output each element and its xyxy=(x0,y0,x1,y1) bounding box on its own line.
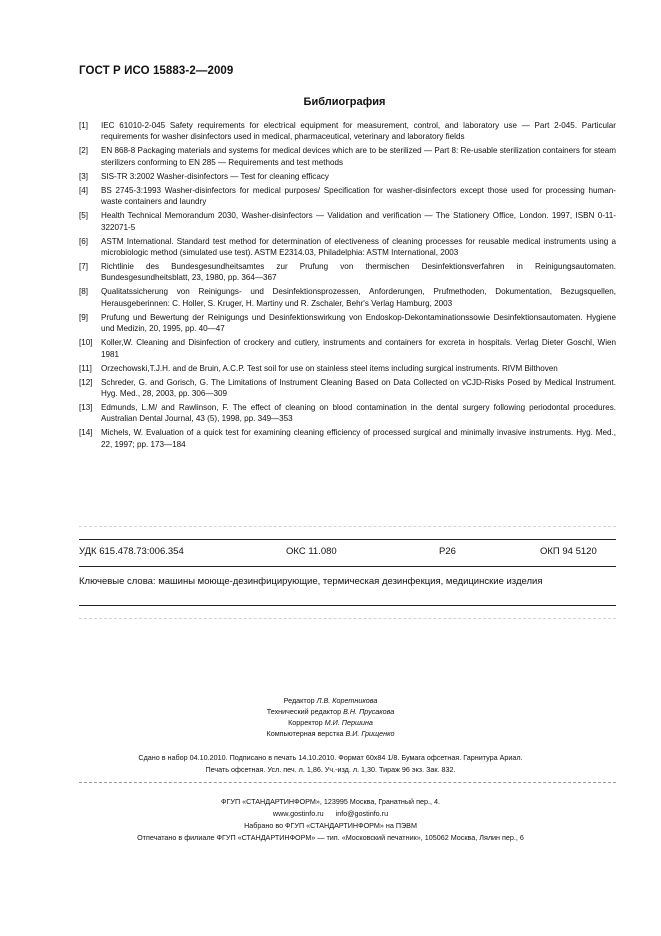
publisher-website: www.gostinfo.ru xyxy=(272,809,324,818)
publisher-contacts xyxy=(0,808,661,820)
credit-role: Корректор xyxy=(288,718,323,727)
credit-name: Л.В. Коретникова xyxy=(316,696,378,705)
credit-role: Технический редактор xyxy=(266,707,342,716)
bibliography-entry xyxy=(79,402,616,425)
group-code: Р26 xyxy=(439,546,456,557)
oks-code: ОКС 11.080 xyxy=(286,546,337,557)
typeset-note: Набрано во ФГУП «СТАНДАРТИНФОРМ» на ПЭВМ xyxy=(244,821,417,830)
entry-number: [6] xyxy=(79,236,88,246)
credit-role: Компьютерная верстка xyxy=(266,729,344,738)
entry-text: Qualitatssicherung von Reinigungs- und Desinfektionsprozessen, Anforderungen, Prufmethoden, Dokumentation, Bezugsquellen, Herausgeberinnen: C. Holler, S. Kruger, H. Martiny und R. Zschaler, Behr's Verlag Hamburg, 2003 xyxy=(101,287,616,308)
entry-number: [13] xyxy=(79,403,93,413)
credit-editor xyxy=(0,695,661,706)
bibliography-title: Библиография xyxy=(303,96,386,108)
entry-text: EN 868-8 Packaging materials and systems for medical devices which are to be sterilized — Part 8: Re-usable sterilization containers for steam sterilizers conforming to EN 285 — Requirements and test methods xyxy=(101,146,616,167)
udk-code: УДК 615.478.73:006.354 xyxy=(79,546,184,557)
entry-text: Richtlinie des Bundesgesundheitsamtes zur Prufung von thermischen Desinfektionsverfahren in Reinigungsautomaten. Bundesgesundheitsblatt, 23, 1980, pp. 364—367 xyxy=(101,262,616,283)
print-info-line: Сдано в набор 04.10.2010. Подписано в печать 14.10.2010. Формат 60x84 1/8. Бумага офсетная. Гарнитура Ариал. xyxy=(138,753,523,762)
credit-role: Редактор xyxy=(283,696,315,705)
bibliography-entry xyxy=(79,337,616,360)
print-info-line: Печать офсетная. Усл. печ. л. 1,86. Уч.-изд. л. 1,30. Тираж 96 экз. Зак. 832. xyxy=(205,765,456,774)
entry-text: Koller,W. Cleaning and Disinfection of crockery and cutlery, instruments and containers for excreta in hospitals. Verlag Dieter Goschl, Wien 1981 xyxy=(101,338,616,359)
entry-text: Edmunds, L.M/ and Rawlinson, F. The effect of cleaning on blood contamination in the dental surgery following periodontal procedures. Australian Dental Journal, 43 (5), 1998, pp. 349—353 xyxy=(101,403,616,424)
bibliography-entry xyxy=(79,145,616,168)
credit-layout xyxy=(0,728,661,739)
entry-text: SIS-TR 3:2002 Washer-disinfectors — Test for cleaning efficacy xyxy=(101,171,329,181)
entry-number: [14] xyxy=(79,428,93,438)
bibliography-entry xyxy=(79,312,616,335)
okp-code: ОКП 94 5120 xyxy=(540,546,597,557)
bibliography-entry xyxy=(79,377,616,400)
entry-text: Orzechowski,T.J.H. and de Bruin, A.C.P. Test soil for use on stainless steel items including surgical instruments. RIVM Bilthoven xyxy=(101,363,558,373)
entry-number: [2] xyxy=(79,146,88,156)
entry-number: [1] xyxy=(79,121,88,130)
keywords: Ключевые слова: машины моюще-дезинфицирующие, термическая дезинфекция, медицинские изделия xyxy=(79,576,543,587)
top-rule xyxy=(79,539,616,540)
entry-number: [12] xyxy=(79,377,93,387)
entry-number: [10] xyxy=(79,338,93,348)
bibliography-entry xyxy=(79,210,616,233)
bibliography-entry xyxy=(79,286,616,309)
entry-number: [4] xyxy=(79,185,88,195)
bottom-rule xyxy=(79,605,616,606)
bibliography-entry xyxy=(79,236,616,259)
divider-line xyxy=(79,782,616,783)
printed-note: Отпечатано в филиале ФГУП «СТАНДАРТИНФОРМ» — тип. «Московский печатник», 105062 Москва, Лялин пер., 6 xyxy=(137,833,524,842)
scan-artifact-line xyxy=(79,526,616,527)
bibliography-entry xyxy=(79,363,616,374)
middle-rule xyxy=(79,566,616,567)
publisher-address: ФГУП «СТАНДАРТИНФОРМ», 123995 Москва, Гранатный пер., 4. xyxy=(221,797,440,806)
entry-text: Prufung und Bewertung der Reinigungs und Desinfektionswirkung von Endoskop-Dekontaminationssowie Desinfektionsautomaten. Hygiene und Medizin, 20, 1995, pp. 40—47 xyxy=(101,312,616,334)
credit-technical-editor xyxy=(0,706,661,717)
entry-number: [9] xyxy=(79,312,88,322)
bibliography-entry xyxy=(79,171,616,182)
entry-number: [3] xyxy=(79,171,88,181)
credit-proofreader xyxy=(0,717,661,728)
entry-number: [8] xyxy=(79,287,88,297)
credit-name: М.И. Першина xyxy=(324,718,373,727)
bibliography-entry xyxy=(79,427,616,450)
bibliography-entry xyxy=(79,261,616,284)
entry-number: [5] xyxy=(79,211,88,221)
entry-text: Health Technical Memorandum 2030, Washer-disinfectors — Validation and verification — The Stationery Office, London. 1997, ISBN 0-11-322071-5 xyxy=(101,211,616,232)
entry-text: Michels, W. Evaluation of a quick test for examining cleaning efficiency of processed surgical and minimally invasive instruments. Hyg. Med., 22, 1997; pp. 173—184 xyxy=(101,428,616,449)
credits-block xyxy=(0,695,661,739)
entry-number: [11] xyxy=(79,363,92,373)
entry-text: Schreder, G. and Gorisch, G. The Limitations of Instrument Cleaning Based on Data Collected on vCJD-Risks Posed by Medical Instrument. Hyg. Med., 28, 2003, pp. 306—309 xyxy=(101,377,616,398)
credit-name: В.Н. Прусакова xyxy=(343,707,395,716)
entry-number: [7] xyxy=(79,262,88,272)
credit-name: В.И. Грищенко xyxy=(345,729,395,738)
bibliography-heading xyxy=(0,96,661,108)
publisher-block xyxy=(0,796,661,844)
entry-text: BS 2745-3:1993 Washer-disinfectors for medical purposes/ Specification for washer-disinfectors except those used for processing human-waste containers and laundry xyxy=(101,185,616,207)
standard-designation: ГОСТ Р ИСО 15883-2—2009 xyxy=(79,65,234,77)
print-info xyxy=(0,752,661,776)
scan-artifact-line xyxy=(79,618,616,619)
entry-text: IEC 61010-2-045 Safety requirements for electrical equipment for measurement, control, and laboratory use — Part 2-045. Particular requirements for washer disinfectors used in medical, pharmaceutical, veterinary and laboratory fields xyxy=(101,121,616,142)
publisher-email: info@gostinfo.ru xyxy=(335,809,389,818)
bibliography-list xyxy=(79,120,616,453)
bibliography-entry xyxy=(79,120,616,143)
bibliography-entry xyxy=(79,185,616,208)
entry-text: ASTM International. Standard test method for determination of electiveness of cleaning processes for reusable medical instruments using a microbiologic method (simulated use test). ASTM E2314.03, Philadelphia: ASTM International, 2003 xyxy=(101,236,616,257)
